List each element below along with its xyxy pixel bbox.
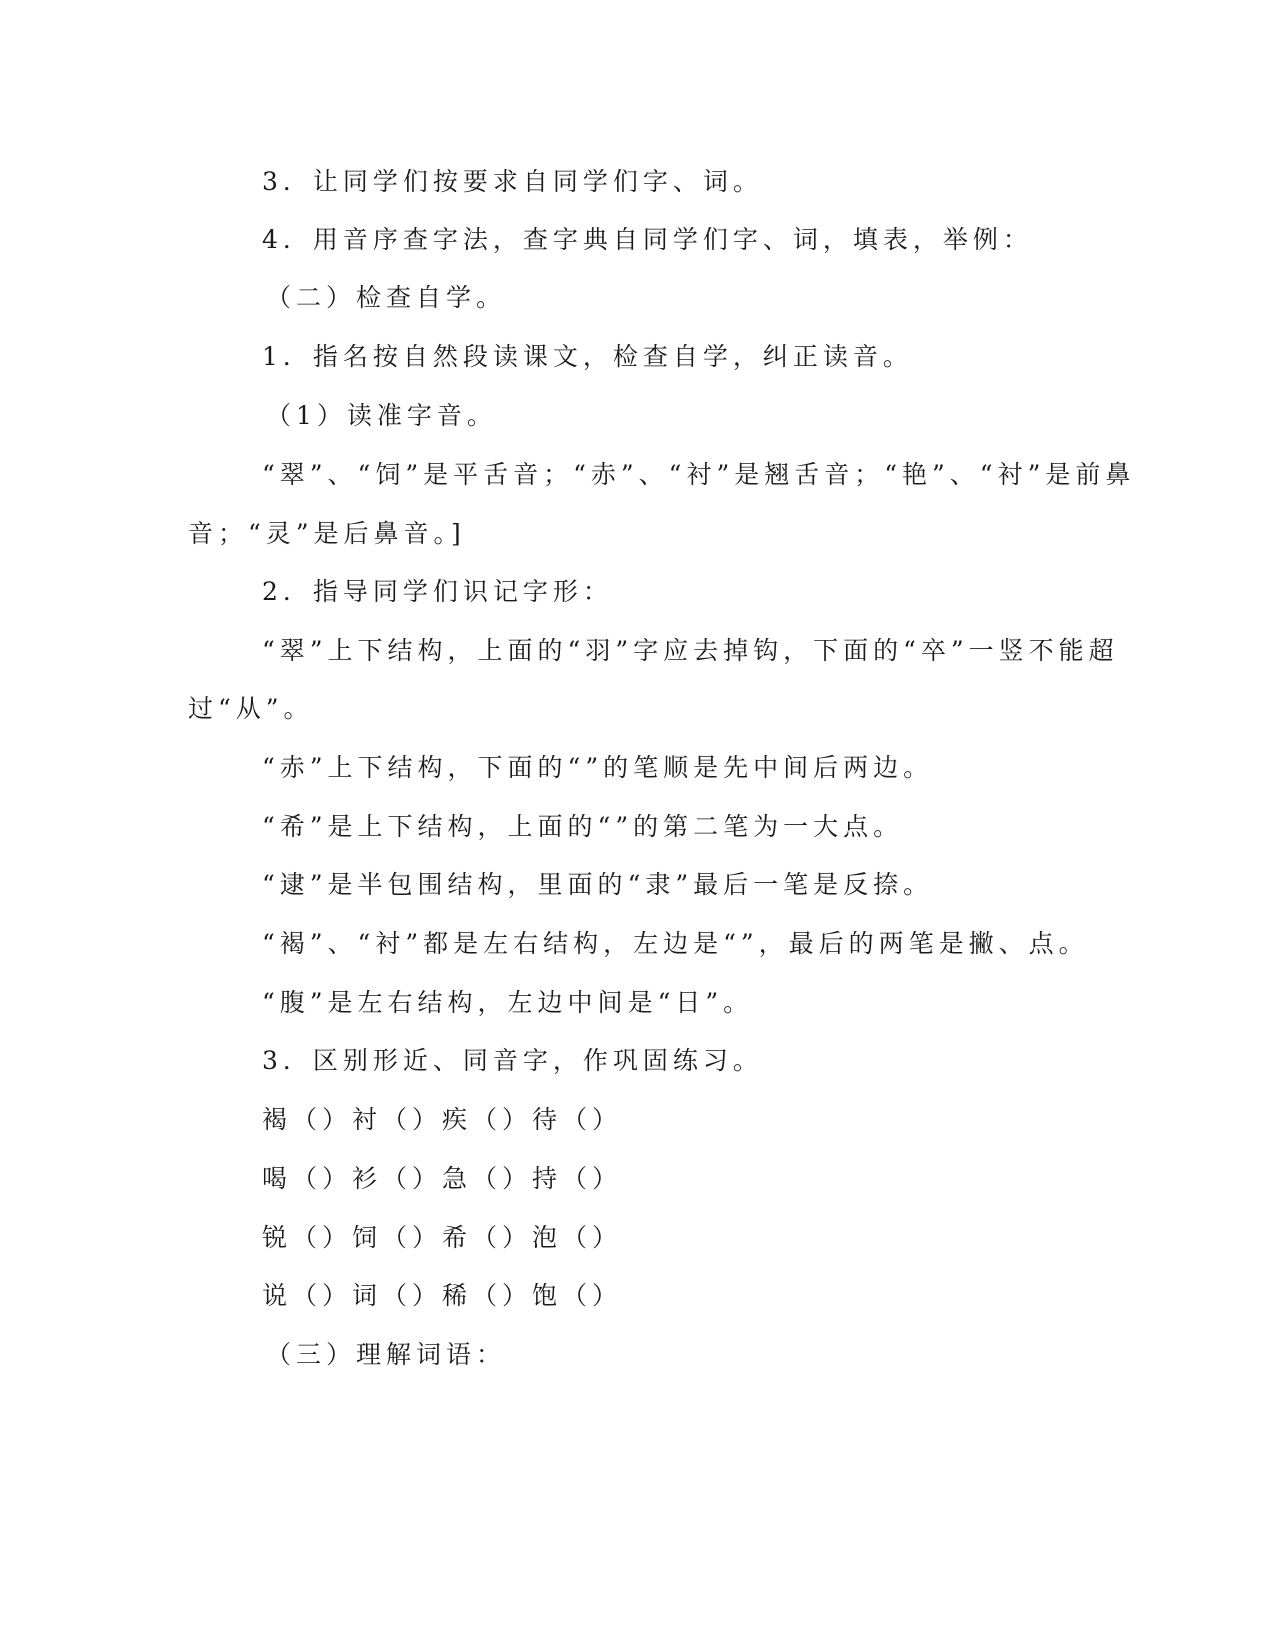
step-4-line: 4．用音序查字法，查字典自同学们字、词，填表，举例： — [262, 225, 1033, 254]
glyph-note-dai: “逮”是半包围结构，里面的“隶”最后一笔是反捺。 — [262, 870, 934, 899]
check-step-1: 1．指名按自然段读课文，检查自学，纠正读音。 — [262, 342, 913, 371]
pronunciation-note: “翠”、“饲”是平舌音；“赤”、“衬”是翘舌音；“艳”、“衬”是前鼻 — [262, 460, 1136, 489]
pronunciation-note-cont: 音；“灵”是后鼻音。] — [188, 519, 466, 548]
sub-item-1: （1）读准字音。 — [266, 401, 497, 430]
glyph-note-he-chen: “褐”、“衬”都是左右结构，左边是“”，最后的两笔是撇、点。 — [262, 929, 1089, 958]
glyph-note-cui-cont: 过“从”。 — [188, 694, 314, 723]
step-3-line: 3．让同学们按要求自同学们字、词。 — [262, 167, 763, 196]
exercise-row-2: 喝（）衫（）急（）持（） — [262, 1164, 623, 1193]
section-3-heading: （三）理解词语： — [266, 1340, 507, 1369]
check-step-3: 3．区别形近、同音字，作巩固练习。 — [262, 1046, 763, 1075]
glyph-note-chi: “赤”上下结构，下面的“”的笔顺是先中间后两边。 — [262, 753, 934, 782]
glyph-note-fu: “腹”是左右结构，左边中间是“日”。 — [262, 988, 754, 1017]
exercise-row-3: 锐（）饲（）希（）泡（） — [262, 1223, 623, 1252]
exercise-row-1: 褐（）衬（）疾（）待（） — [262, 1105, 623, 1134]
glyph-note-cui: “翠”上下结构，上面的“羽”字应去掉钩，下面的“卒”一竖不能超 — [262, 636, 1119, 665]
exercise-row-4: 说（）词（）稀（）饱（） — [262, 1281, 623, 1310]
check-step-2: 2．指导同学们识记字形： — [262, 577, 613, 606]
glyph-note-xi: “希”是上下结构，上面的“”的第二笔为一大点。 — [262, 812, 904, 841]
section-2-heading: （二）检查自学。 — [266, 283, 507, 312]
